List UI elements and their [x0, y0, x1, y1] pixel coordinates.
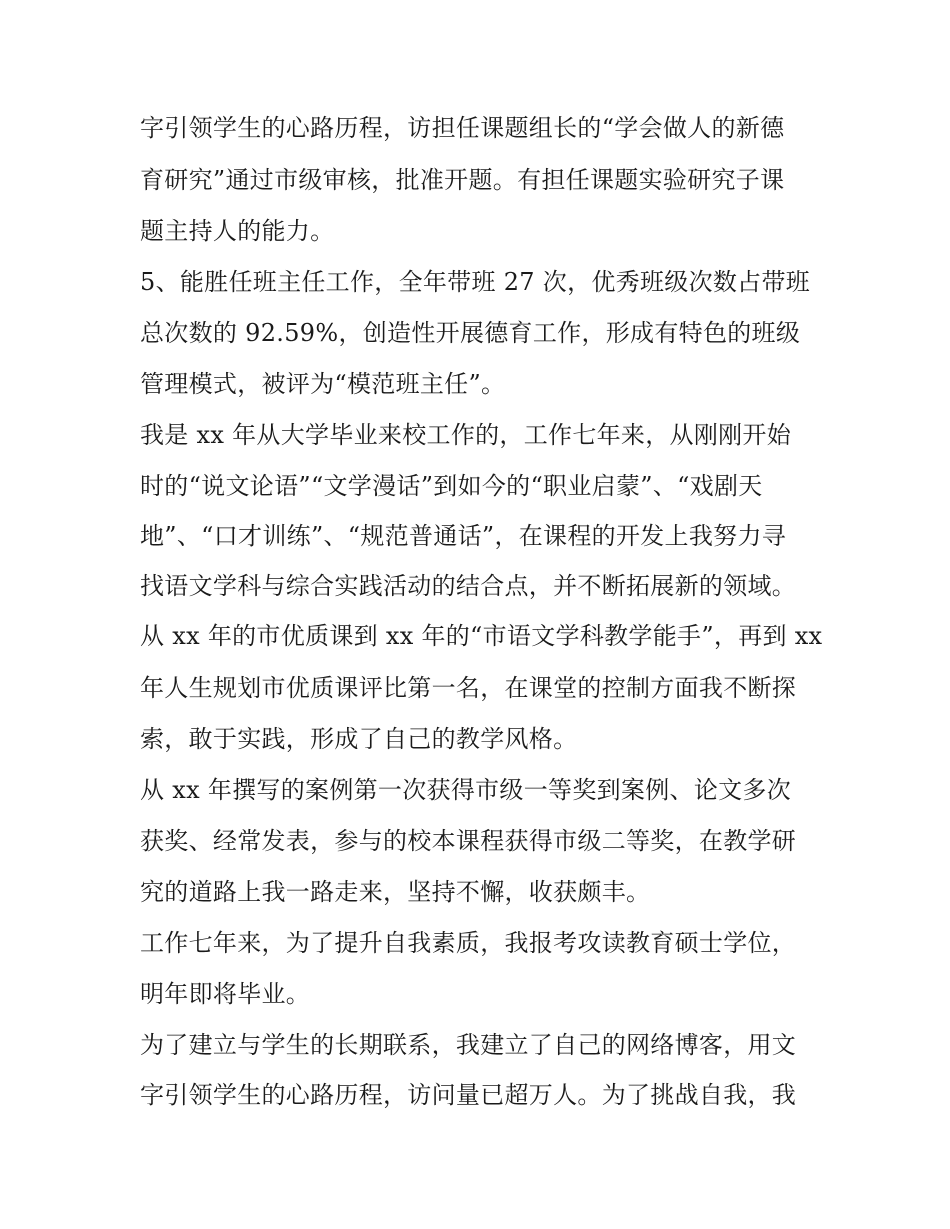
text-line-7: 我是 xx 年从大学毕业来校工作的，工作七年来，从刚刚开始: [140, 421, 792, 449]
text-line-3: 题主持人的能力。: [140, 217, 335, 245]
text-line-2: 育研究”通过市级审核，批准开题。有担任课题实验研究子课: [140, 166, 785, 194]
text-line-12: 年人生规划市优质课评比第一名，在课堂的控制方面我不断探: [140, 674, 797, 702]
text-line-13: 索，敢于实践，形成了自己的教学风格。: [140, 725, 578, 753]
text-line-1: 字引领学生的心路历程，访担任课题组长的“学会做人的新德: [140, 114, 785, 142]
text-line-15: 获奖、经常发表，参与的校本课程获得市级二等奖，在教学研: [140, 827, 797, 855]
text-line-11: 从 xx 年的市优质课到 xx 年的“市语文学科教学能手”，再到 xx: [140, 622, 823, 650]
text-line-4: 5、能胜任班主任工作，全年带班 27 次，优秀班级次数占带班: [140, 268, 811, 296]
text-line-14: 从 xx 年撰写的案例第一次获得市级一等奖到案例、论文多次: [140, 776, 792, 804]
text-line-6: 管理模式，被评为“模范班主任”。: [140, 370, 506, 398]
text-line-9: 地”、“口才训练”、“规范普通话”，在课程的开发上我努力寻: [140, 522, 787, 550]
text-line-10: 找语文学科与综合实践活动的结合点，并不断拓展新的领域。: [140, 572, 797, 600]
text-line-17: 工作七年来，为了提升自我素质，我报考攻读教育硕士学位，: [140, 929, 797, 957]
text-line-19: 为了建立与学生的长期联系，我建立了自己的网络博客，用文: [140, 1031, 797, 1059]
text-line-16: 究的道路上我一路走来，坚持不懈，收获颇丰。: [140, 878, 651, 906]
text-line-8: 时的“说文论语”“文学漫话”到如今的“职业启蒙”、“戏剧天: [140, 472, 763, 500]
text-line-18: 明年即将毕业。: [140, 980, 311, 1008]
text-line-20: 字引领学生的心路历程，访问量已超万人。为了挑战自我，我: [140, 1081, 797, 1109]
text-line-5: 总次数的 92.59%，创造性开展德育工作，形成有特色的班级: [140, 319, 801, 347]
